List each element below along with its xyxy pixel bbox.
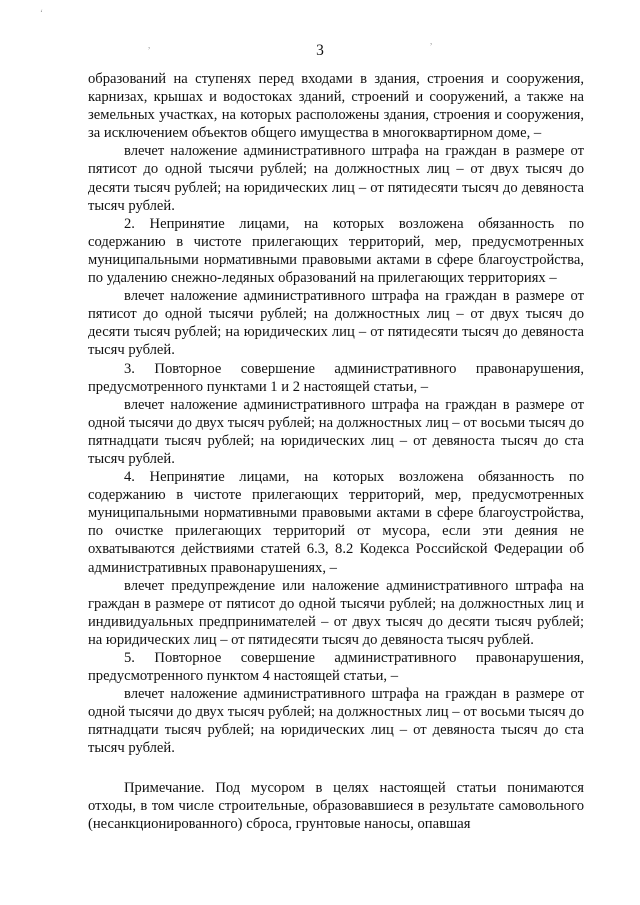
document-body (88, 70, 584, 833)
note-paragraph: Примечание. Под мусором в целях настоящей статьи понимаются отходы, в том числе строительные, образовавшиеся в результате самовольного (несанкционированного) сброса, грунтовые наносы, опавшая (88, 779, 584, 832)
paragraph-1-penalty: влечет наложение административного штрафа на граждан в размере от пятисот до одной тысячи рублей; на должностных лиц – от двух тысяч до десяти тысяч рублей; на юридических лиц – от пятидесяти тысяч до девяноста тысяч рублей. (88, 143, 584, 214)
scan-mark: , (430, 36, 433, 46)
paragraph-3: 3. Повторное совершение административного правонарушения, предусмотренного пунктами 1 и 2 настоящей статьи, – (88, 360, 584, 395)
paragraph-1-continuation: образований на ступенях перед входами в здания, строения и сооружения, карнизах, крышах и водостоках зданий, строений и сооружений, а также на земельных участках, на которых расположены здания, строения и сооружения, за исключением объектов общего имущества в многоквартирном доме, – (88, 71, 584, 142)
paragraph-5-penalty: влечет наложение административного штрафа на граждан в размере от одной тысячи до двух тысяч рублей; на должностных лиц – от восьми тысяч до пятнадцати тысяч рублей; на юридических лиц – от девяноста тысяч до ста тысяч рублей. (88, 686, 584, 757)
paragraph-2-penalty: влечет наложение административного штрафа на граждан в размере от пятисот до одной тысячи рублей; на должностных лиц – от двух тысяч до десяти тысяч рублей; на юридических лиц – от пятидесяти тысяч до девяноста тысяч рублей. (88, 288, 584, 359)
scan-mark: ‘ (40, 8, 43, 18)
paragraph-3-penalty: влечет наложение административного штрафа на граждан в размере от одной тысячи до двух тысяч рублей; на должностных лиц – от восьми тысяч до пятнадцати тысяч рублей; на юридических лиц – от девяноста тысяч до ста тысяч рублей. (88, 396, 584, 467)
paragraph-4-penalty: влечет предупреждение или наложение административного штрафа на граждан в размере от пятисот до одной тысячи рублей; на должностных лиц и индивидуальных предпринимателей – от двух тысяч до десяти тысяч рублей; на юридических лиц – от пятидесяти тысяч до девяноста тысяч рублей. (88, 577, 584, 648)
page-number: 3 (316, 42, 324, 59)
paragraph-5: 5. Повторное совершение административного правонарушения, предусмотренного пунктом 4 настоящей статьи, – (88, 650, 584, 685)
scan-mark: , (148, 40, 151, 50)
paragraph-4: 4. Непринятие лицами, на которых возложена обязанность по содержанию в чистоте прилегающих территорий, мер, предусмотренных муниципальными нормативными правовыми актами в сфере благоустройства, по очистке прилегающих территорий от мусора, если эти деяния не охватываются действиями статей 6.3, 8.2 Кодекса Российской Федерации об административных правонарушениях, – (88, 469, 584, 576)
paragraph-2: 2. Непринятие лицами, на которых возложена обязанность по содержанию в чистоте прилегающих территорий, мер, предусмотренных муниципальными нормативными правовыми актами в сфере благоустройства, по удалению снежно-ледяных образований на прилегающих территориях – (88, 215, 584, 287)
